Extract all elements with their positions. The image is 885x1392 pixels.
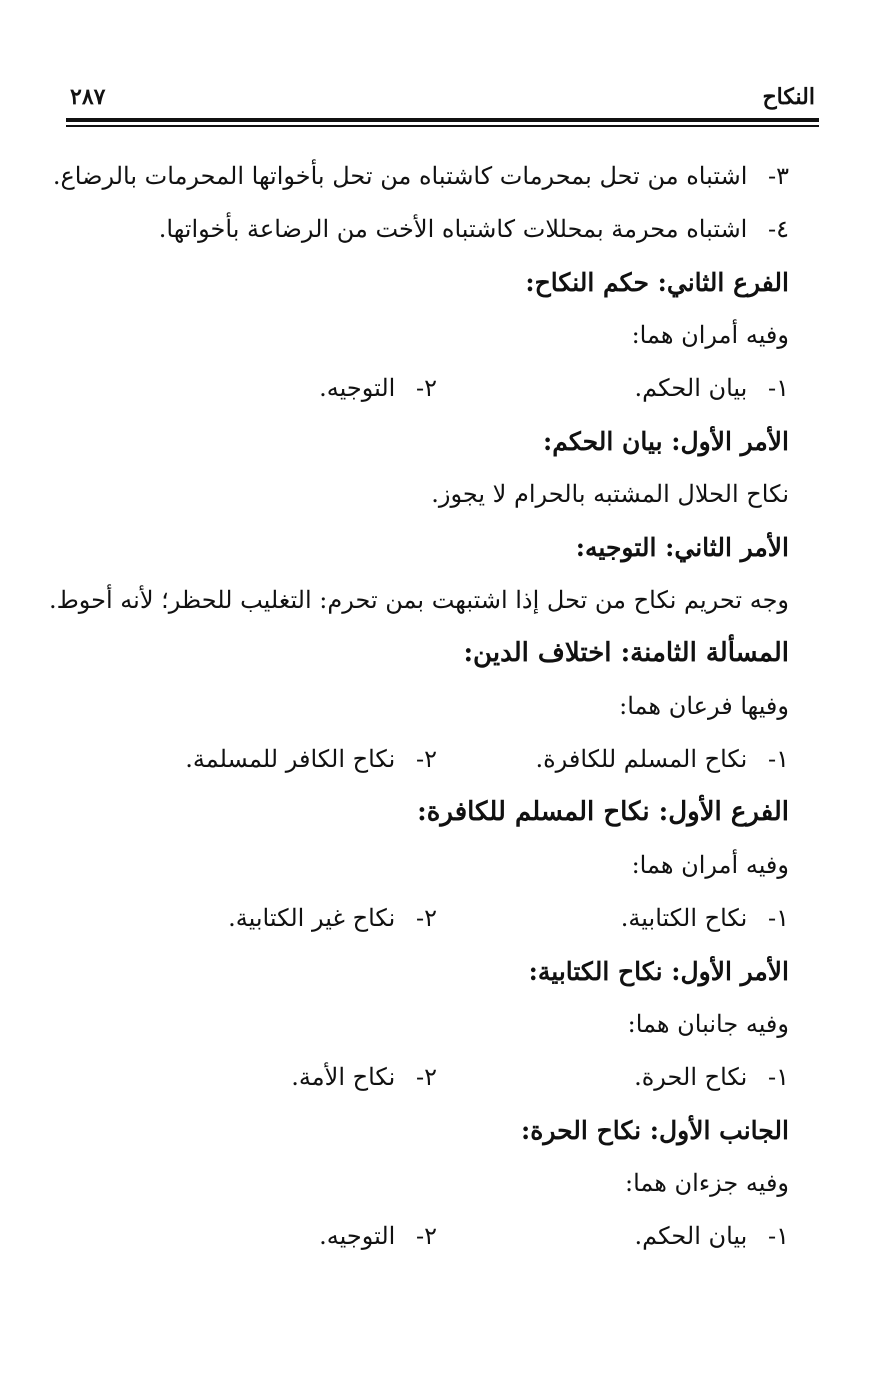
list-item-first (621, 892, 789, 945)
list-item (52, 150, 789, 203)
item-text: نكاح غير الكتابية. (228, 904, 396, 932)
two-column-list (80, 892, 789, 945)
two-column-list (80, 1051, 789, 1104)
header-rule-thick (66, 118, 819, 122)
item-text: اشتباه من تحل بمحرمات كاشتباه من تحل بأخواتها المحرمات بالرضاع. (52, 162, 748, 190)
paragraph-text: وفيها فرعان هما: (619, 692, 789, 720)
list-item-second (185, 733, 437, 786)
item-text: نكاح الأمة. (291, 1063, 396, 1091)
section-heading: الفرع الأول: نكاح المسلم للكافرة: (417, 797, 789, 827)
header-rule-thin (66, 125, 819, 127)
two-column-list (80, 1210, 789, 1263)
item-number: ٢- (416, 374, 437, 402)
item-text: نكاح الحرة. (634, 1063, 748, 1091)
item-number: ٢- (416, 745, 437, 773)
list-item-second (291, 1051, 437, 1104)
section-heading: الأمر الثاني: التوجيه: (575, 533, 789, 562)
item-number: ٤- (768, 215, 789, 243)
section-heading: الأمر الأول: نكاح الكتابية: (528, 957, 789, 986)
two-column-list (80, 733, 789, 786)
list-item-second (319, 1210, 437, 1263)
section-heading: الجانب الأول: نكاح الحرة: (521, 1116, 789, 1145)
list-item-first (634, 1051, 789, 1104)
page-header (66, 78, 819, 118)
item-text: نكاح الكافر للمسلمة. (185, 745, 396, 773)
section-heading: المسألة الثامنة: اختلاف الدين: (463, 638, 789, 668)
item-text: التوجيه. (319, 1222, 396, 1250)
two-column-list (80, 362, 789, 415)
paragraph-text: نكاح الحلال المشتبه بالحرام لا يجوز. (431, 480, 789, 508)
item-number: ٢- (416, 1063, 437, 1091)
item-number: ١- (768, 374, 789, 402)
item-text: نكاح الكتابية. (620, 904, 748, 932)
running-title: النكاح (762, 84, 815, 110)
list-item-second (228, 892, 437, 945)
paragraph-text: وفيه جزءان هما: (624, 1169, 789, 1197)
section-heading: الفرع الثاني: حكم النكاح: (525, 268, 789, 297)
list-item (80, 203, 789, 256)
paragraph-text: وفيه أمران هما: (631, 321, 789, 349)
list-item-first (635, 1210, 789, 1263)
section-heading: الأمر الأول: بيان الحكم: (542, 427, 789, 456)
page-number: ٢٨٧ (70, 84, 106, 110)
page-content (48, 150, 789, 1263)
item-text: التوجيه. (319, 374, 396, 402)
item-number: ٣- (768, 162, 789, 190)
paragraph-text: وجه تحريم نكاح من تحل إذا اشتبهت بمن تحرم: التغليب للحظر؛ لأنه أحوط. (48, 586, 789, 614)
paragraph-text: وفيه أمران هما: (631, 851, 789, 879)
list-item-first (535, 733, 789, 786)
paragraph-text: وفيه جانبان هما: (627, 1010, 789, 1038)
item-text: نكاح المسلم للكافرة. (535, 745, 748, 773)
item-text: بيان الحكم. (634, 374, 748, 402)
item-number: ١- (768, 1222, 789, 1250)
list-item-second (319, 362, 437, 415)
item-text: اشتباه محرمة بمحللات كاشتباه الأخت من الرضاعة بأخواتها. (158, 215, 748, 243)
list-item-first (635, 362, 789, 415)
item-number: ١- (768, 904, 789, 932)
item-number: ١- (768, 745, 789, 773)
item-number: ٢- (416, 904, 437, 932)
item-number: ٢- (416, 1222, 437, 1250)
item-text: بيان الحكم. (634, 1222, 748, 1250)
item-number: ١- (768, 1063, 789, 1091)
